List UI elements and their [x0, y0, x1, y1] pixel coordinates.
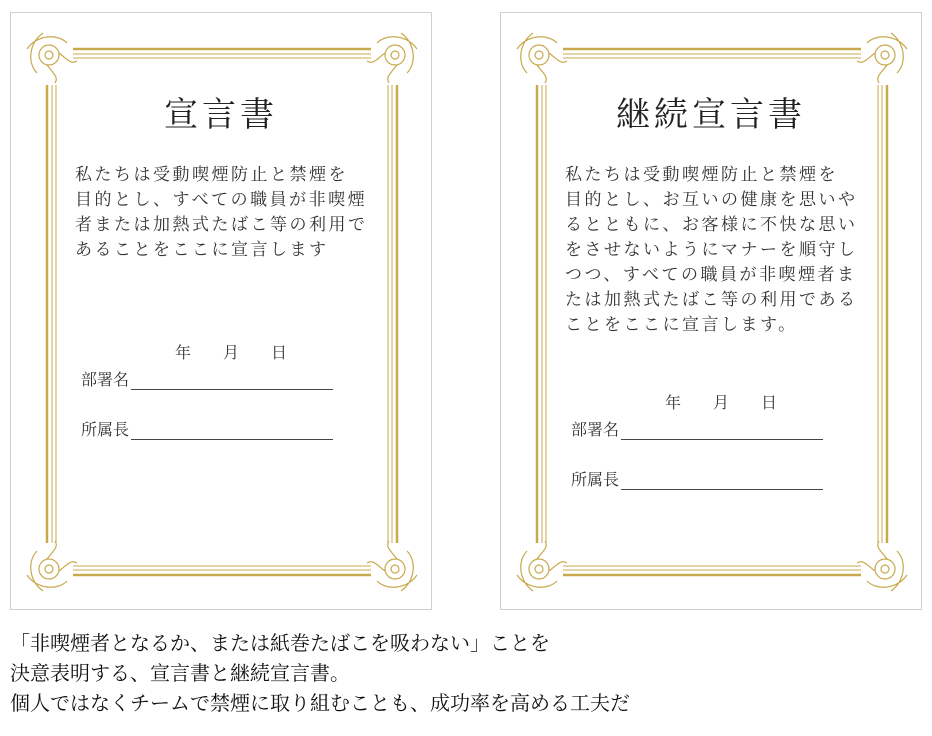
department-signature-line: [131, 371, 333, 390]
ornament-icon: [857, 33, 907, 83]
continuation-certificate: [500, 12, 922, 610]
ornament-icon: [27, 541, 77, 591]
ornament-icon: [27, 33, 77, 83]
department-signature: [81, 367, 333, 390]
certificate-title: 宣言書: [164, 95, 278, 135]
certificate-title: 継続宣言書: [616, 95, 806, 135]
ornament-icon: [367, 33, 417, 83]
department-signature: [571, 417, 823, 440]
date-line: 年 月 日: [175, 343, 288, 362]
certificate-body: 私たちは受動喫煙防止と禁煙を 目的とし、すべての職員が非喫煙 者または加熱式たばこ等の利用で あることをここに宣言します: [75, 165, 368, 260]
certificate-body: 私たちは受動喫煙防止と禁煙を 目的とし、お互いの健康を思いや るとともに、お客様に不快な思い をさせないようにマナーを順守し つつ、すべての職員が非喫煙者ま たは加熱式たばこ等の利用である ことをここに宣言します。: [565, 165, 858, 335]
head-signature: [571, 467, 823, 490]
department-label: 部署名: [571, 420, 620, 439]
head-label: 所属長: [81, 420, 130, 439]
declaration-certificate: [10, 12, 432, 610]
caption-text: 「非喫煙者となるか、または紙巻たばこを吸わない」ことを 決意表明する、宣言書と継続宣言書。 個人ではなくチームで禁煙に取り組むことも、成功率を高める工夫だ: [10, 631, 630, 715]
date-line: 年 月 日: [665, 393, 778, 412]
ornament-icon: [857, 541, 907, 591]
ornament-icon: [517, 33, 567, 83]
head-signature-line: [131, 421, 333, 440]
head-label: 所属長: [571, 470, 620, 489]
head-signature-line: [621, 471, 823, 490]
ornament-icon: [367, 541, 417, 591]
department-signature-line: [621, 421, 823, 440]
ornament-icon: [517, 541, 567, 591]
head-signature: [81, 417, 333, 440]
department-label: 部署名: [81, 370, 130, 389]
